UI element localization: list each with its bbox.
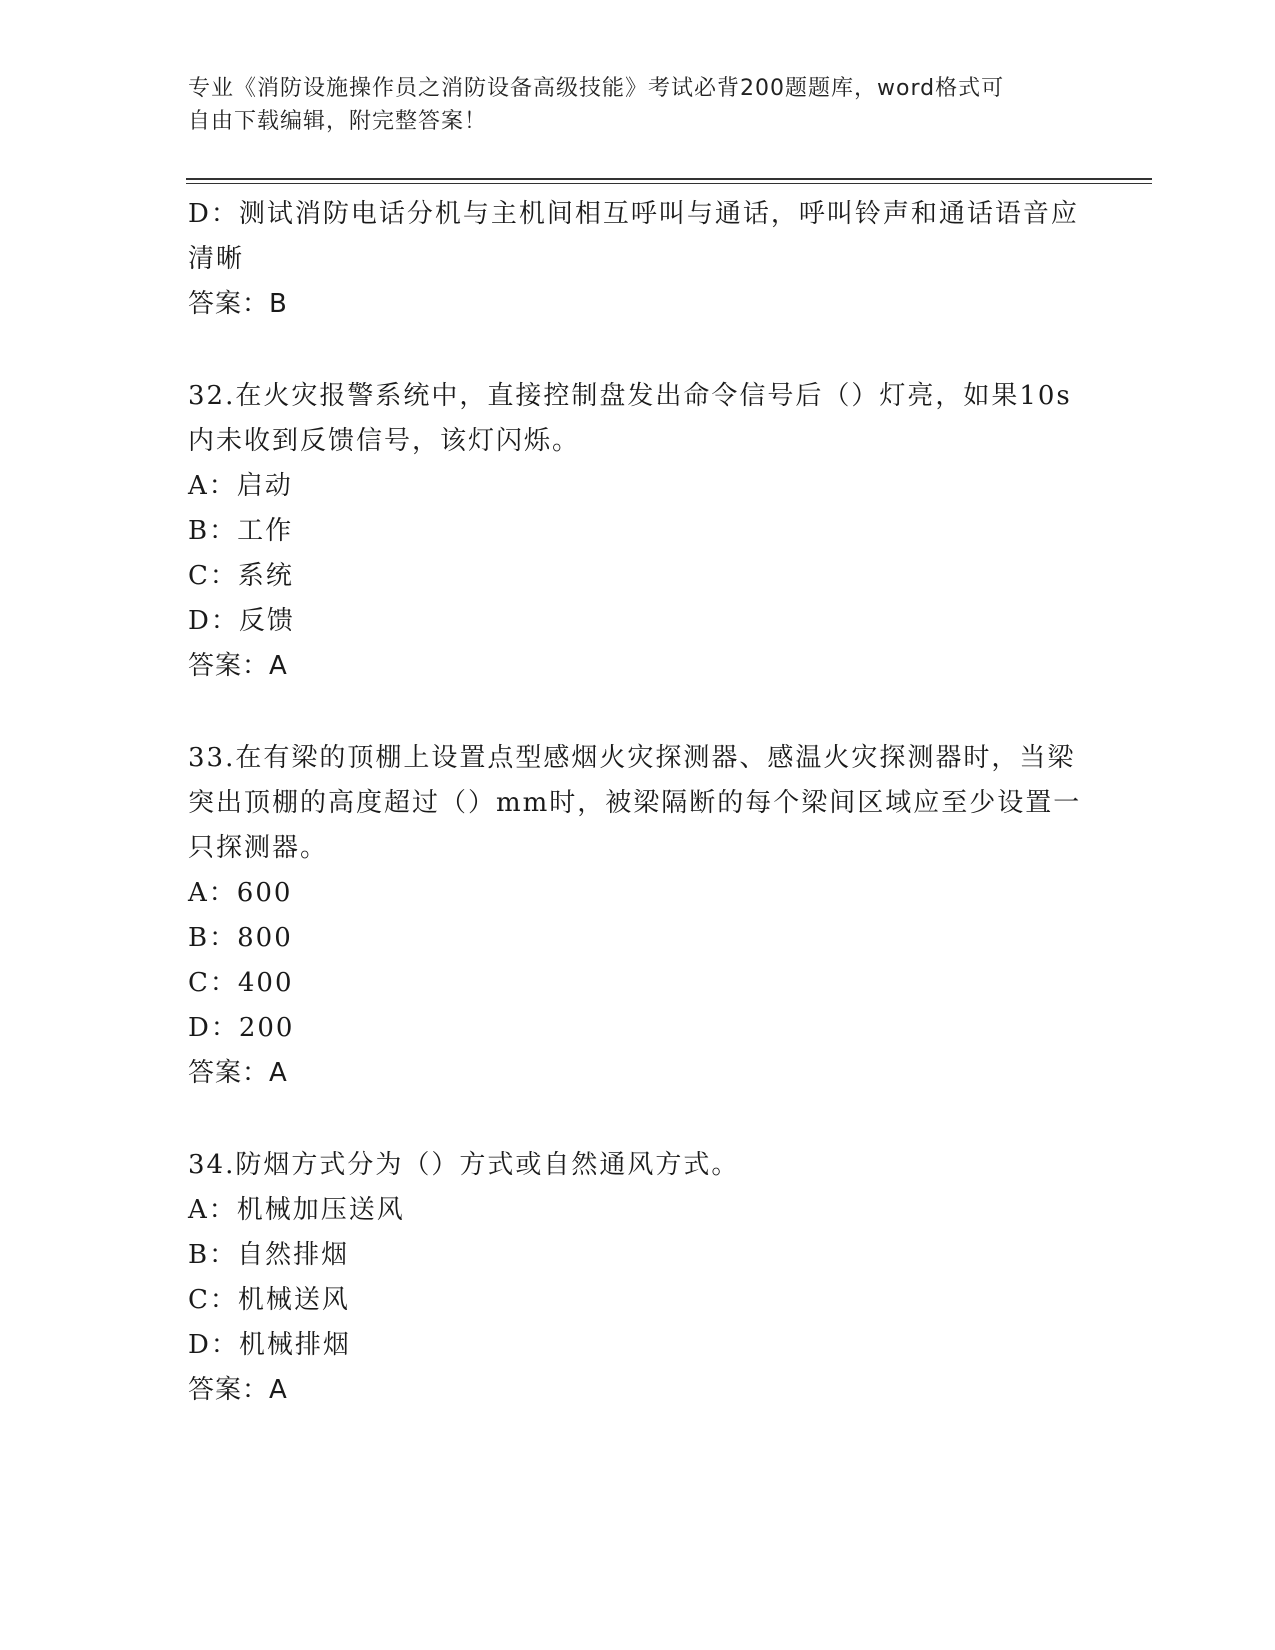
option-d: D：反馈 xyxy=(188,606,295,636)
question-stem: 33.在有梁的顶棚上设置点型感烟火灾探测器、感温火灾探测器时，当梁突出顶棚的高度超过（）mm时，被梁隔断的每个梁间区域应至少设置一只探测器。 xyxy=(188,743,1082,863)
question-list xyxy=(188,192,1088,1413)
question-stem: 34.防烟方式分为（）方式或自然通风方式。 xyxy=(188,1150,740,1180)
option-c: C：系统 xyxy=(188,561,294,591)
option-d: D：机械排烟 xyxy=(188,1330,351,1360)
option-c: C：400 xyxy=(188,968,294,998)
answer-line: 答案：A xyxy=(188,1375,288,1405)
header-line-1: 专业《消防设施操作员之消防设备高级技能》考试必背200题题库，word格式可 xyxy=(188,76,1005,101)
question-33 xyxy=(188,736,1088,1096)
option-d: D：200 xyxy=(188,1013,295,1043)
option-a: A：600 xyxy=(188,878,293,908)
previous-question-tail xyxy=(188,192,1088,327)
option-b: B：800 xyxy=(188,923,293,953)
answer-line: 答案：A xyxy=(188,651,288,681)
header-line-2: 自由下载编辑，附完整答案！ xyxy=(188,109,488,134)
option-b: B：自然排烟 xyxy=(188,1240,350,1270)
option-a: A：启动 xyxy=(188,471,293,501)
option-d: D：测试消防电话分机与主机间相互呼叫与通话，呼叫铃声和通话语音应清晰 xyxy=(188,199,1079,274)
option-c: C：机械送风 xyxy=(188,1285,350,1315)
option-a: A：机械加压送风 xyxy=(188,1195,405,1225)
answer-line: 答案：B xyxy=(188,289,288,319)
question-32 xyxy=(188,374,1088,689)
question-stem: 32.在火灾报警系统中，直接控制盘发出命令信号后（）灯亮，如果10s内未收到反馈信号，该灯闪烁。 xyxy=(188,381,1072,456)
document-header xyxy=(188,72,1088,138)
question-34 xyxy=(188,1143,1088,1413)
header-divider-thin xyxy=(186,183,1152,184)
header-divider-thick xyxy=(186,178,1152,180)
answer-line: 答案：A xyxy=(188,1058,288,1088)
option-b: B：工作 xyxy=(188,516,294,546)
